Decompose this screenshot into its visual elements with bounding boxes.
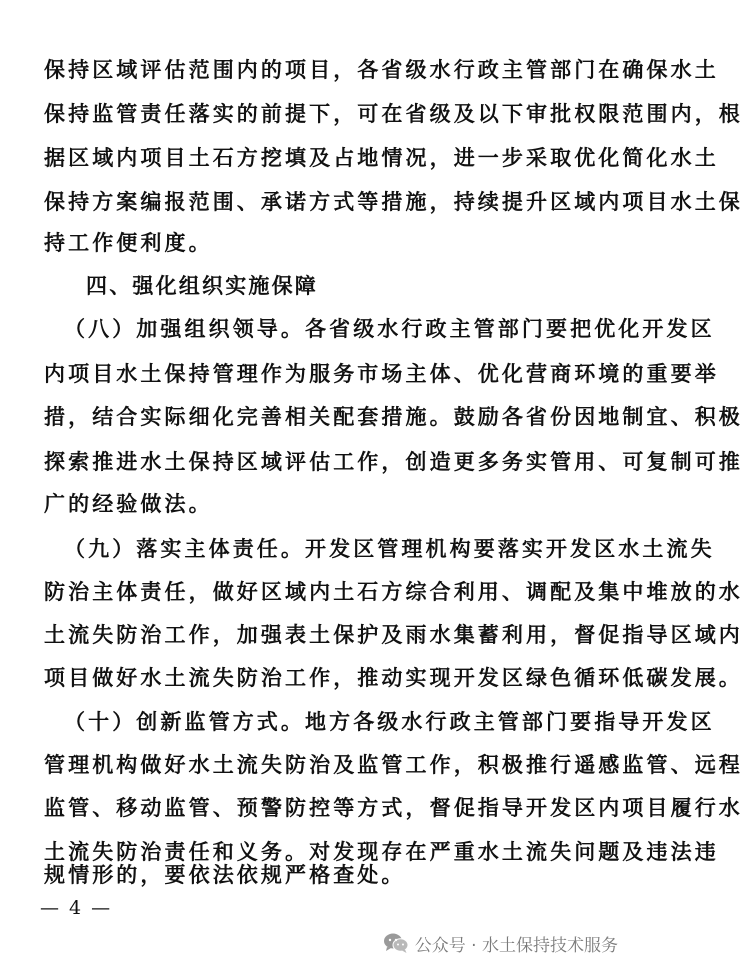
watermark xyxy=(383,928,618,958)
paragraph-line: 规情形的，要依法依规严格查处。 xyxy=(44,862,406,887)
paragraph-line: 保持监管责任落实的前提下，可在省级及以下审批权限范围内，根 xyxy=(44,101,743,126)
paragraph-line: 土流失防治责任和义务。对发现存在严重水土流失问题及违法违 xyxy=(44,839,719,864)
watermark-text: 公众号 · 水土保持技术服务 xyxy=(414,935,618,956)
paragraph-line: 监管、移动监管、预警防控等方式，督促指导开发区内项目履行水 xyxy=(44,795,743,820)
paragraph-line: 广的经验做法。 xyxy=(44,491,213,516)
paragraph-line: 内项目水土保持管理作为服务市场主体、优化营商环境的重要举 xyxy=(44,361,719,386)
paragraph-line: 措，结合实际细化完善相关配套措施。鼓励各省份因地制宜、积极 xyxy=(44,404,743,429)
paragraph-line: 保持区域评估范围内的项目，各省级水行政主管部门在确保水土 xyxy=(44,57,719,82)
paragraph-line: （九）落实主体责任。开发区管理机构要落实开发区水土流失 xyxy=(64,536,715,561)
page-number: — 4 — xyxy=(40,897,113,919)
paragraph-line: 据区域内项目土石方挖填及占地情况，进一步采取优化简化水土 xyxy=(44,145,719,170)
wechat-icon xyxy=(383,932,409,954)
paragraph-line: 探索推进水土保持区域评估工作，创造更多务实管用、可复制可推 xyxy=(44,449,743,474)
paragraph-line: 项目做好水土流失防治工作，推动实现开发区绿色循环低碳发展。 xyxy=(44,665,743,690)
paragraph-line: 土流失防治工作，加强表土保护及雨水集蓄利用，督促指导区域内 xyxy=(44,622,743,647)
paragraph-line: 管理机构做好水土流失防治及监管工作，积极推行遥感监管、远程 xyxy=(44,752,743,777)
paragraph-line: 保持方案编报范围、承诺方式等措施，持续提升区域内项目水土保 xyxy=(44,189,743,214)
paragraph-line: 防治主体责任，做好区域内土石方综合利用、调配及集中堆放的水 xyxy=(44,579,743,604)
paragraph-line: （十）创新监管方式。地方各级水行政主管部门要指导开发区 xyxy=(64,709,715,734)
paragraph-line: 持工作便利度。 xyxy=(44,230,213,255)
section-heading: 四、强化组织实施保障 xyxy=(86,273,318,298)
paragraph-line: （八）加强组织领导。各省级水行政主管部门要把优化开发区 xyxy=(64,316,715,341)
